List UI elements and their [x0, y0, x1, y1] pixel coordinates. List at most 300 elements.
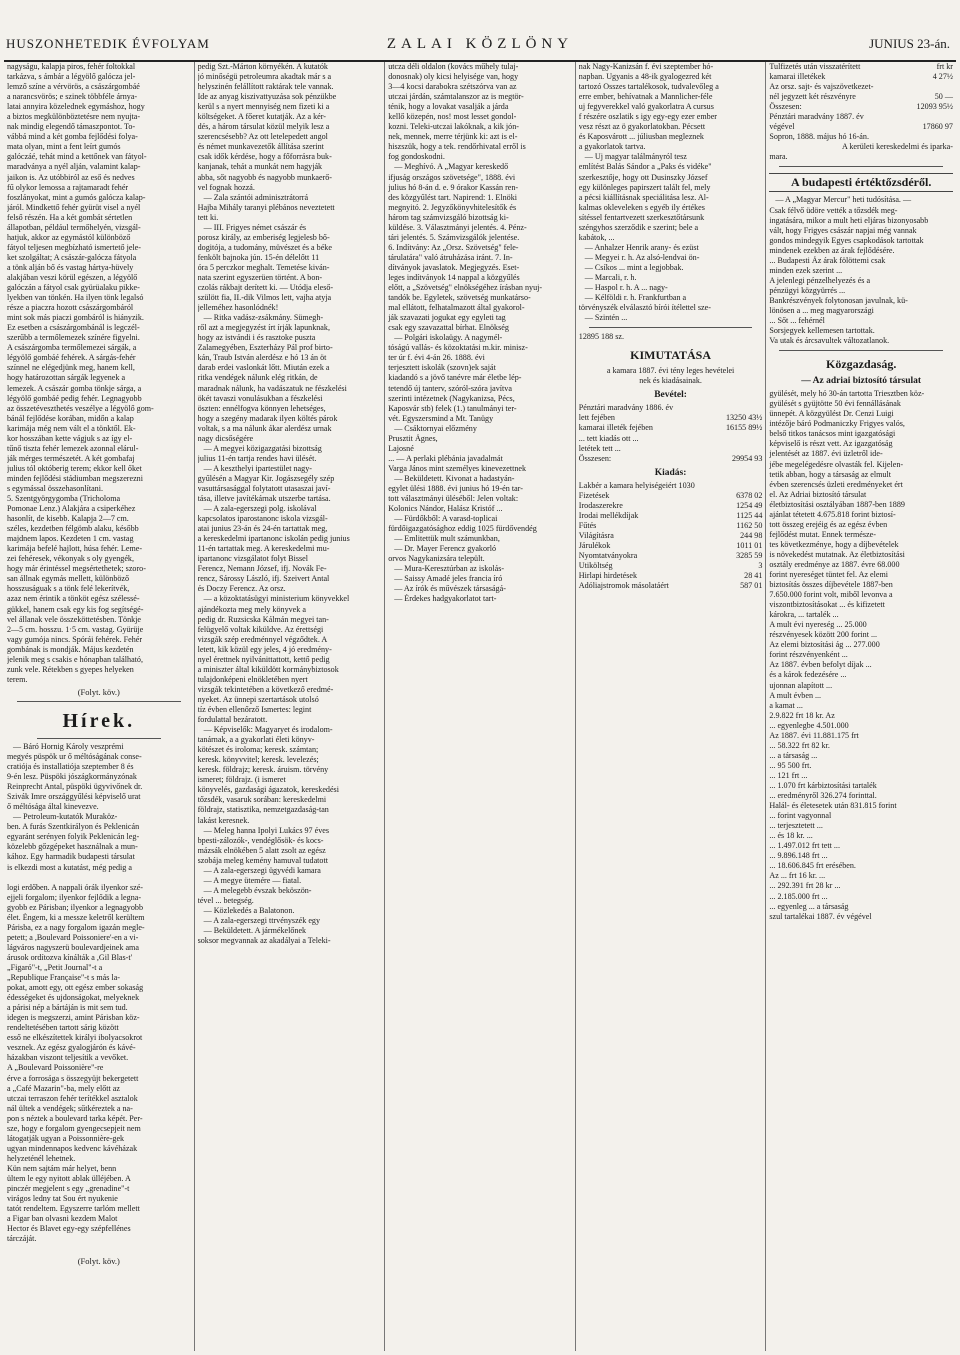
text-line: Kaposvár stb) felek (1.) tanulmányi ter- [388, 403, 517, 413]
text-line: kerül s a nyert mennyiség nem fizeti ki a [197, 102, 330, 112]
text-line: jaikon is. Az utóbbiról az eső és nedves [7, 172, 135, 182]
ledger-label: Lakbér a kamara helyiségeiért 1030 [578, 480, 695, 490]
text-line: hatjuk, akkor az egymástól különböző [7, 232, 131, 242]
text-line: — Báró Hornig Károly veszprémi [13, 741, 124, 751]
text-line: logi erdőben. A nappali órák ilyenkor szé- [7, 882, 143, 892]
text-line: a miniszter által kiküldött kormánybiztosok [197, 664, 339, 674]
ledger-row [579, 531, 763, 541]
text-line: ... forint vagyonnal [769, 811, 832, 821]
text-line: nagy dicsőségére [197, 433, 254, 443]
text-line: ugyan mindennapos kedvenc kávéházak [7, 1143, 138, 1153]
text-line: fürdőigazgatósághoz eddig 1025 fürdővendég [388, 524, 537, 534]
text-line: s egymással összehasonlítani. [7, 483, 103, 493]
text-line: Prusztit Ágnes, [388, 433, 438, 443]
text-line: — A melegebb évszak beköszön- [203, 885, 312, 895]
text-line: leges indítványok 14 nappal a közgyűlés [388, 272, 520, 282]
ledger-value: 50 — [934, 92, 953, 102]
text-line: kiadandó s a jövő tanévre már életbe lép- [388, 373, 522, 383]
text-line: nyeket. Az ünnepi szertartások utolsó [197, 694, 319, 704]
ledger-label: Pénztári maradvány 1886. év [578, 403, 674, 413]
text-line: küldése. 3. Választmányi jelentés. 4. Pénz- [388, 222, 527, 232]
news-section-title: Hírek. [62, 709, 136, 732]
text-line: tűnő tiszta fehér lemezek azonnal elárul- [7, 443, 139, 453]
text-line: zunk vele. Rétekben s gyepes helyeken [7, 664, 134, 674]
divider [779, 166, 943, 167]
text-line: tott összeg erejéig és az egész évben [769, 519, 888, 529]
text-line: Párisba, ez a nagy forgalom igazán megle- [7, 922, 145, 932]
text-line: mindenek ezekben az árak fejlődésére. [769, 245, 895, 255]
ledger-label: Fűtés [578, 520, 597, 530]
continued-note: (Folyt. köv.) [77, 686, 120, 697]
text-line: — Emlitettük mult számunkban, [394, 534, 500, 544]
text-line: kor hosszában kette vágjuk s az így el- [7, 433, 133, 443]
text-line: fenkölt bajnoka jún. 15-én délelőtt 11 [197, 252, 320, 262]
text-line: a „Café Mazarin"-ba, mely előtt az [7, 1083, 120, 1093]
text-line: hosszuságuak s a tönk felé lekerítvék, [7, 584, 130, 594]
ledger-row [769, 112, 953, 122]
text-line: — Uj magyar találmányról tesz [584, 152, 687, 162]
ledger-row [579, 561, 763, 571]
ledger-row [579, 491, 763, 501]
text-line: részvényesek között 200 forint ... [769, 630, 878, 640]
text-line: — Fürdőkből: A varasd-toplicai [394, 514, 498, 524]
text-line: — Csíkos ... mint a legjobbak. [584, 262, 684, 272]
text-line: költségeket. A főeret kutatják. Az a kér- [197, 112, 326, 122]
text-line: darab erdei vaslonkát lőtt. Miután ezek a [197, 363, 330, 373]
text-line: ő méltósága által kinevezve. [7, 802, 99, 812]
text-line: ... 292.391 frt 28 kr ... [769, 881, 841, 891]
text-line: — a közoktatásügyi ministerium könyvekkel [203, 594, 350, 604]
text-line: Lajosné [388, 443, 414, 453]
text-line: kanjanak, tehát a munkát nem hagyják [197, 162, 323, 172]
text-line: és német munkavezetők állítása szerint [197, 142, 324, 152]
text-line: — Csáktornyai előzmény [394, 423, 477, 433]
text-line: jelentését az 1887. évi üzletről ide- [769, 449, 883, 459]
text-line: dítványok javaslatok. Megjegyzés. Eset- [388, 262, 520, 272]
text-line: 7.650.000 forint volt, miből levonva a [769, 590, 893, 600]
economy-article-title: — Az adriai biztosító társulat [801, 376, 922, 387]
text-line: tett ki. [197, 212, 219, 222]
text-line: a tönk alján bő és vastag hártya-hüvely [7, 262, 134, 272]
text-line: latai annyira közelednek egymáshoz, hogy [7, 102, 145, 112]
masthead-title: ZALAI KÖZLÖNY [386, 36, 574, 52]
text-line: nak mindig elegendő támaszpontot. To- [7, 122, 136, 132]
text-line: törvényszék elválasztó bírói ítélettel sze- [578, 303, 711, 313]
columns [4, 62, 956, 1351]
text-line: Varga János mint személyes kinevezettnek [388, 463, 527, 473]
text-line: atai junius 23-án és 24-én tartattak meg, [197, 524, 328, 534]
text-line: a pécsi kiállításnak speciálitása lesz. Al- [578, 192, 709, 202]
text-line: Az elemi biztosítási ág ... 277.000 [769, 640, 880, 650]
text-line: vagy gumója nincs. Spórái fehérek. Fehér [7, 634, 143, 644]
text-line: vesz részt az ö gyakorlatokban. Pécsett [578, 122, 706, 132]
ledger-label: nél jegyzett két részvényre [769, 92, 856, 102]
text-line: Kün nem sajtám már helyet, benn [7, 1163, 117, 1173]
income-table [579, 403, 763, 463]
text-line: lakást keresnek. [197, 815, 250, 825]
text-line: letett, kik közül egy jeles, 4 jó eredmény- [197, 644, 332, 654]
text-line: intézője báró Podmaniczky Frigyes valós, [769, 419, 905, 429]
text-line: gyűlésén a Magyar Kir. Jogászsegély szép [197, 473, 335, 483]
mushroom-article [7, 62, 191, 685]
text-line: kozni. Teleki-utczai lakóknak, a kik jón- [388, 122, 519, 132]
text-line: szobája meleg kemény hamuval tudatott [197, 855, 328, 865]
text-line: nata szerint egyszerüen történt. A bon- [197, 272, 323, 282]
ledger-value: 29954 93 [732, 453, 763, 463]
text-line: keresk. könyvvitel; keresk. levelezés; [197, 755, 319, 765]
text-line: ... és 18 kr. ... [769, 831, 813, 841]
news-column-2 [198, 62, 382, 946]
text-line: belső titkos tanácsos mint igazgatósági [769, 429, 896, 439]
text-line: Halál- és életesetek után 831.815 forint [769, 801, 897, 811]
text-line: Ferencz, Nemann József, ifj. Novák Fe- [197, 564, 327, 574]
text-line: donosnak) oly kicsi helyisége van, hogy [388, 72, 519, 82]
text-line: életbiztosítási osztályában 1887-ben 1889 [769, 499, 905, 509]
text-line: ... egyenleg ... a társaság [769, 901, 849, 911]
text-line: majdnem lapos. Kezdeten 1 cm. vastag [7, 534, 134, 544]
text-line: terem. [7, 674, 28, 684]
text-line: vábbá mind a két gomba fejlődési folya- [7, 132, 138, 142]
chamber-signature: A kerületi kereskedelmi és iparka- [841, 142, 953, 152]
text-line: tetendő új tanterv, szóról-szóra javítva [388, 383, 512, 393]
divider [589, 327, 753, 328]
text-line: galóczáé, tehát mind a kettőnek van fátyol- [7, 152, 147, 162]
ledger-row [579, 423, 763, 433]
ledger-label: Fizetések [578, 490, 610, 500]
text-line: — Megyei r. h. Az alsó-lendvai ön- [584, 252, 700, 262]
text-line: ujonnan alapított ... [769, 680, 833, 690]
text-line: alakjában veszi körül egészen, a légyölő [7, 272, 138, 282]
text-line: a kamara 1887. évi tény leges hevételei [606, 366, 735, 376]
text-line: hogy már érintéssel megsértethetek; szoro- [7, 564, 146, 574]
text-line: óra 5 perczkor meghalt. Temetése kiván- [197, 262, 330, 272]
text-line: — A zala-egerszegi polg. iskolával [203, 504, 317, 514]
text-line: vizsgák szép eredménnyel végződtek. A [197, 634, 328, 644]
text-line: három tag számvizsgáló bizottság ki- [388, 212, 509, 222]
ledger-label: lett fejében [578, 413, 615, 423]
text-line: tartozó Osszes tartalékosok, tudvalevőleg a [578, 82, 719, 92]
chamber-signature-2: mara. [769, 152, 788, 162]
ledger-label: letétek tett ... [578, 443, 621, 453]
divider [37, 738, 161, 739]
text-line: ténik, hogy a lovakat vasalják a járda [388, 102, 509, 112]
text-line: tárulatára" való átruházása iránt. 7. In- [388, 252, 513, 262]
text-line: a narancsvörös; e szinek többféle árnya- [7, 92, 138, 102]
text-line: közelebb gőzgépeket használnak a mun- [7, 842, 138, 852]
text-line: légyölő gombáé fehérek. A sárgás-fehér [7, 353, 136, 363]
text-line: kellő közepén, nos! most lesset gondol- [388, 112, 517, 122]
text-line: Bankrészvények folytonosan javulnak, kü- [769, 295, 908, 305]
ledger-row [769, 92, 953, 102]
text-line: — A zala-egerszegi ügyvédi kamara [203, 865, 321, 875]
text-line: ... 1.497.012 frt tett ... [769, 841, 840, 851]
text-line: — Szintén ... [584, 313, 628, 323]
text-line: karimája befelé hajlott, húsa fehér. Leme- [7, 544, 143, 554]
text-line: zei fehéresek, vékonyak s oly gyengék, [7, 554, 134, 564]
text-line: ... eredményről 326.274 forinttal. [769, 791, 877, 801]
text-line: mint sok más piaczi gombáról is hiányzik. [7, 313, 144, 323]
text-line: — Marcali, r. h. [584, 272, 637, 282]
text-line: idegen is megszerzi, amint Párisban köz- [7, 1013, 140, 1023]
text-line: — Érdekes hadgyakorlatot tart- [394, 594, 497, 604]
text-line: foszlányokat, mint a gumós galócza kalap- [7, 192, 146, 202]
text-line: — A megye ütemére — fiatal. [203, 875, 302, 885]
text-line: jébe megelégedésre olvasták fel. Kijelen- [769, 459, 904, 469]
text-line: ter úr f. évi 4-án 26. 1888. évi [388, 353, 485, 363]
text-line: tíz évben ellenőrző Ismertes: legint [197, 705, 312, 714]
text-line: Az 1887. évi 11.881.175 frt [769, 730, 859, 740]
text-line: napban. Ugyanis a 48-ik gyalogezred két [578, 72, 712, 82]
text-line: széngyhos szerződik e szerint; bele a [578, 222, 699, 232]
income-heading: Bevétel: [654, 390, 687, 401]
stock-exchange-title: A budapesti értéktőzsdéről. [769, 173, 953, 192]
text-line: légyölő gombáé pedig fehér. Legnagyobb [7, 393, 142, 403]
text-line: tulajdonképeni elnökletében nyert [197, 674, 308, 684]
ledger-row [579, 403, 763, 413]
text-line: mázsák elnökében 5 alatt zsolt az egész [197, 845, 326, 855]
text-line: a gyakorlatok tartva. [578, 142, 646, 152]
ledger-row [769, 62, 953, 72]
text-line: voltak, s a ma nálunk ákar alerdész urnak [197, 423, 332, 433]
text-line: ejjeli forgalom; ilyenkor fejlődik a legna- [7, 892, 142, 902]
text-line: járól. Mindkettő fehér gyürüt visel a nyél [7, 202, 141, 212]
text-line: szerinti intézetnek (Nagykanizsa, Pécs, [388, 393, 515, 403]
text-line: ünnepét. A közgyülést Dr. Cenzi Luigi [769, 409, 894, 419]
text-line: gükkel, hanem csak egy kis fog segítségé- [7, 604, 144, 614]
text-line: A jelenlegi pénzelhelyezés és a [769, 275, 871, 285]
ledger-value: 1125 44 [736, 510, 763, 520]
text-line: ... 95 500 frt. [769, 760, 812, 770]
text-line: és a károk fedezésére ... [769, 670, 847, 680]
text-line: ingatására, mikor a mult heti eljáras bizonyosabb [769, 215, 929, 225]
issue-date: JUNIUS 23-án. [869, 36, 950, 51]
text-line: árusok ordítozva kínálták a ,Gil Blas-t' [7, 952, 133, 962]
text-line: földrajz, statisztika, nemzetgazdaság-tan [197, 805, 329, 815]
text-line: felügyelő voltak kiküldve. Az érettségi [197, 624, 324, 634]
ledger-label: Összesen: [578, 453, 612, 463]
text-line: kötészet és iroloma; keresk. számtan; [197, 745, 319, 755]
text-line: kabátok, ... [578, 232, 615, 242]
text-line: a párisi nép a bártáján is mit sem tud. [7, 1003, 128, 1013]
text-line: lemezek. A császár gomba tönkje sárga, a [7, 383, 142, 393]
ledger-label: Irodaszerekre [578, 500, 623, 510]
text-line: maradványa a nyél alján, valamint kalap- [7, 162, 141, 172]
text-line: tóságú vallás- és közoktatási m.kir. minisz- [388, 343, 528, 353]
text-line: Sorsjegyek kellemesen tartottak. [769, 326, 875, 336]
text-line: — Anhalzer Henrik arany- és ezüst [584, 242, 699, 252]
text-line: 5. Szentgyörgygomba (Tricholoma [7, 494, 121, 504]
text-line: öszten: ennélfogva könnyen lehetséges, [197, 403, 326, 413]
text-line: vesznek. Az egész gyalogjárón és kávé- [7, 1043, 136, 1053]
text-line: ... a társaság ... [769, 750, 818, 760]
text-line: pedig dr. Ruzsicska Kálmán megyei tan- [197, 614, 329, 624]
ledger-value: 4 27½ [932, 72, 953, 82]
text-line: — Saissy Amadé jeles francia író [394, 574, 503, 584]
text-line: bánál fejlődése korában, midőn a kalap [7, 413, 134, 423]
text-line: nek és kiadásainak. [639, 376, 702, 386]
text-line: fordulattal bezáratott. [197, 715, 268, 725]
text-line: egyaránt serényen folyik Peklenicán leg- [7, 832, 140, 842]
text-line: gondos mindegyik Egyes csapkodások tartottak [769, 235, 924, 245]
text-line: az összetéveszthetés veszélye a légyölő gom- [7, 403, 154, 413]
text-line: soksor megvannak az akadályai a Teleki- [197, 936, 331, 946]
text-line: utcza déli oldalon (kovács műhely tulaj- [388, 62, 519, 71]
ledger-value: 587 01 [740, 581, 763, 591]
text-line: utczai járdán, számtalanszor az is megtör- [388, 92, 524, 102]
text-line: jelenik meg s csakis e hónapban található, [7, 654, 143, 664]
text-line: tandók be. Egyletek, szövetség munkatárso- [388, 293, 531, 303]
text-line: csak idők kérdése, hogy a főforrásra buk- [197, 152, 332, 162]
text-line: petett; a ,Boulevard Poissoniere'-en a vi- [7, 932, 139, 942]
text-line: egylet ülési 1888. évi junius hó 19-én tar- [388, 483, 523, 493]
text-line: kához. Egy harmadik budapesti társulat [7, 852, 135, 862]
text-line: utczai terraszon fehér terítékkel asztalok [7, 1093, 138, 1103]
ledger-value: 28 41 [744, 571, 763, 581]
text-line: biztosítás összes díjbevétele 1887-ben [769, 580, 893, 590]
text-line: lemző színe a vérvörös, a császárgombáé [7, 82, 140, 92]
ledger-row [579, 413, 763, 423]
ledger-value: 17860 97 [922, 122, 953, 132]
ledger-row [769, 102, 953, 112]
text-line: nál ültek a vendégek; sűtkéreztek a na- [7, 1103, 133, 1113]
text-line: látogatják ugyan a Poissonnière-gek [7, 1133, 125, 1143]
text-line: Csak félvő üdöre vették a tőzsdék meg- [769, 205, 898, 215]
text-line: hasonlít, de kisebb. Kalapja 2—7 cm. [7, 514, 129, 524]
ledger-label: Világításra [578, 530, 614, 540]
report-subtitle [579, 366, 763, 386]
text-line: tárczáját. [7, 1234, 37, 1244]
text-line: karimája még nem vált el a tönktől. Ek- [7, 423, 136, 433]
text-line: a biztos megkülönböztetésre nem nyujta- [7, 112, 141, 122]
text-line: 6. Indítvány: Az „Orsz. Szövetség" fele- [388, 242, 519, 252]
text-line: — Képviselők: Magyaryet és irodalom- [203, 725, 333, 735]
text-line: Kolonics Nándor, Halász Kristóf ... [388, 504, 503, 514]
text-line: ben. A furás Szentkirályon és Peklenicán [7, 822, 140, 832]
text-line: ről azt a megjegyzést írt írják lapunknak, [197, 323, 330, 333]
text-line: kapcsolatos iparostanonc iskola vizsgál- [197, 514, 328, 524]
text-line: mal ellátott, felhatalmazott által gyakorol- [388, 303, 525, 313]
ledger-value: 1162 50 [736, 520, 763, 530]
text-line: hiszszük, hogy a tek. rendőrhivatal erről is [388, 142, 526, 152]
text-line: — Beküldetett. A jármékelőnek [203, 926, 307, 936]
text-line [7, 873, 191, 883]
text-line: hogy a szegény madarak ilyen költés párok [197, 413, 338, 423]
column-1 [4, 62, 195, 1351]
text-line: vét. Egyszersmind a Mt. Tanügy [388, 413, 494, 423]
text-line: hogy határozottan sárgák legyenek a [7, 373, 126, 383]
ledger-value: 12093 95½ [916, 102, 953, 112]
text-line: pedig Szt.-Márton környékén. A kutatók [197, 62, 328, 71]
text-line: állapotban, például termőhelyén, vizsgál- [7, 222, 141, 232]
text-line: képviselő is részt vett. Az igazgatóság [769, 439, 893, 449]
text-line: ritka vendégek nálunk elég ritkán, de [197, 373, 318, 383]
text-line: vel állanak vele összeköttetésben. Tönkje [7, 614, 142, 624]
text-line: — Meghívó. A „Magyar kereskedő [394, 162, 509, 172]
text-line: porosz király, az emberiség legjelesb bő- [197, 232, 330, 242]
text-line: szülött fia, II.-dik Vilmos lett, vajha atyja [197, 293, 332, 303]
text-line: fű olykor lemossa a rajtamaradt fehér [7, 182, 129, 192]
economy-section-title: Közgazdaság. [826, 357, 897, 372]
text-line: nyel érettnek nyilvánittattott, kettő pedig [197, 654, 330, 664]
text-line: czolás rákbajt derített ki. — Utódja eleső- [197, 283, 334, 293]
text-line: — Ritka vadász-zsákmány. Sümegh- [203, 313, 324, 323]
text-line: tári jelentés. 5. Számvizsgálók jelentése. [388, 232, 520, 242]
text-line: bpesti-zálozók-, vendéglősök- és kocs- [197, 835, 324, 845]
text-line: A császárgomba termőlemezei sárgák, a [7, 343, 137, 353]
text-line: — Polgári iskolaügy. A nagymél- [394, 333, 503, 343]
text-line: Ez esetben a császárgombánál is legczél- [7, 323, 140, 333]
text-line: minden fejlődési stádiumban megszerezni [7, 473, 143, 483]
text-line: gyülését s gyüjtötte 50 évi fennállásának [769, 399, 901, 409]
text-line: helyszinén felállított raktárak tele vannak. [197, 82, 334, 92]
text-line: gyülését, mely hó 30-án tartotta Triesztben köz- [769, 389, 925, 399]
expense-table [579, 481, 763, 592]
text-line: ... 18.606.845 frt erésében. [769, 861, 856, 871]
text-line: „Republique Française"-t s más la- [7, 973, 120, 983]
ledger-label: Adóliajstromok másolatáért [578, 581, 669, 591]
text-line: terjesztett iskolák (szovn)ek saját [388, 363, 496, 373]
text-line: — Közlekedés a Balatonon. [203, 905, 295, 915]
text-line: 9-én lesz. Püspöki jószágkormányzónak [7, 772, 137, 782]
text-line: ... 1.070 frt kárbiztosítási tartalék [769, 781, 877, 790]
text-line: osztály eredménye az 1887. évre 68.000 [769, 559, 900, 569]
text-line: ajánlat tétetett 4.675.818 forint biztosí- [769, 509, 896, 519]
text-line: — A keszthelyi ipartestület nagy- [203, 463, 312, 473]
text-line: ... Budapesti Áz árak fölöttemi csak [769, 255, 886, 265]
text-line: pokat, amott egy, ott egész ember sokaság [7, 983, 144, 993]
text-line: ... 121 frt ... [769, 770, 808, 780]
text-line: — A megyei közigazgatási bizottság [203, 443, 322, 453]
text-line: ják szavazati jogukat egy egyleti tag [388, 313, 506, 323]
text-line: Reinprecht Antal, püspöki ügyvivőnek dr. [7, 782, 143, 792]
text-line: kalmas okleveleken s egyéb ily értékes [578, 202, 705, 212]
text-line: Hajba Mihály taranyi plébános neveztetett [197, 202, 335, 212]
text-line: des közgyűlést tart. Napirend: 1. Elnöki [388, 192, 517, 202]
text-line: a kereskedelmi ipartanonc iskolán pedig junius [197, 534, 350, 544]
text-line: cratiója és installatiója szeptember 8 és [7, 762, 134, 772]
ledger-label: Irodai mellékdíjak [578, 510, 639, 520]
text-line: és Doczy Ferencz. Az orsz. [197, 584, 286, 594]
text-line: szul tartalékai 1887. év végével [769, 911, 872, 921]
text-line [7, 1244, 191, 1254]
text-line: pénzügyi közgyürrés ... [769, 285, 846, 295]
text-line: nek, mennek, merre térjünk ki: azt is el- [388, 132, 518, 142]
text-line: A mult évi nyereség ... 25.000 [769, 620, 867, 630]
ledger-label: ... tett kiadás ott ... [578, 433, 639, 443]
divider [779, 350, 943, 351]
text-line: f részére oszlatik s igy egy-egy ezer ember [578, 112, 717, 122]
text-line: el. Az Adriai biztosító társulat [769, 489, 867, 499]
ledger-row [579, 434, 763, 444]
text-line: tőzsdék, vasaruk sorában: kereskedelmi [197, 795, 327, 805]
ledger-label: Hirlapi hirdetések [578, 571, 637, 581]
text-line: julius hó 8-án d. e. 9 órakor Kassán ren- [388, 182, 519, 192]
text-line: szerűbb a termőlemezek színére figyelni. [7, 333, 140, 343]
ledger-value: 3285 59 [736, 550, 763, 560]
text-line: „Figaró"-t, „Petit Journal"-t a [7, 962, 103, 972]
text-line: julius 11-én tartja rendes havi ülését. [197, 453, 317, 463]
text-line: 2—5 cm. hosszu. 1·5 cm. vastag. Gyürüje [7, 624, 144, 634]
text-line: san állnak egymás mellett, különböző [7, 574, 130, 584]
text-line: mata olyan, mint a fent leírt gumós [7, 142, 121, 152]
text-line: károkra, ... tartalék ... [769, 610, 839, 620]
ledger-label: Járulékok [578, 540, 611, 550]
ledger-label: Pénztári maradvány 1887. év [769, 112, 864, 122]
text-line: Hector és Blavet egy-egy szépfellénes [7, 1224, 131, 1234]
text-line: — Beküldetett. Kivonat a hadastyán- [394, 473, 515, 483]
ledger-label: Utiköltség [578, 561, 613, 571]
page-header [4, 22, 956, 62]
